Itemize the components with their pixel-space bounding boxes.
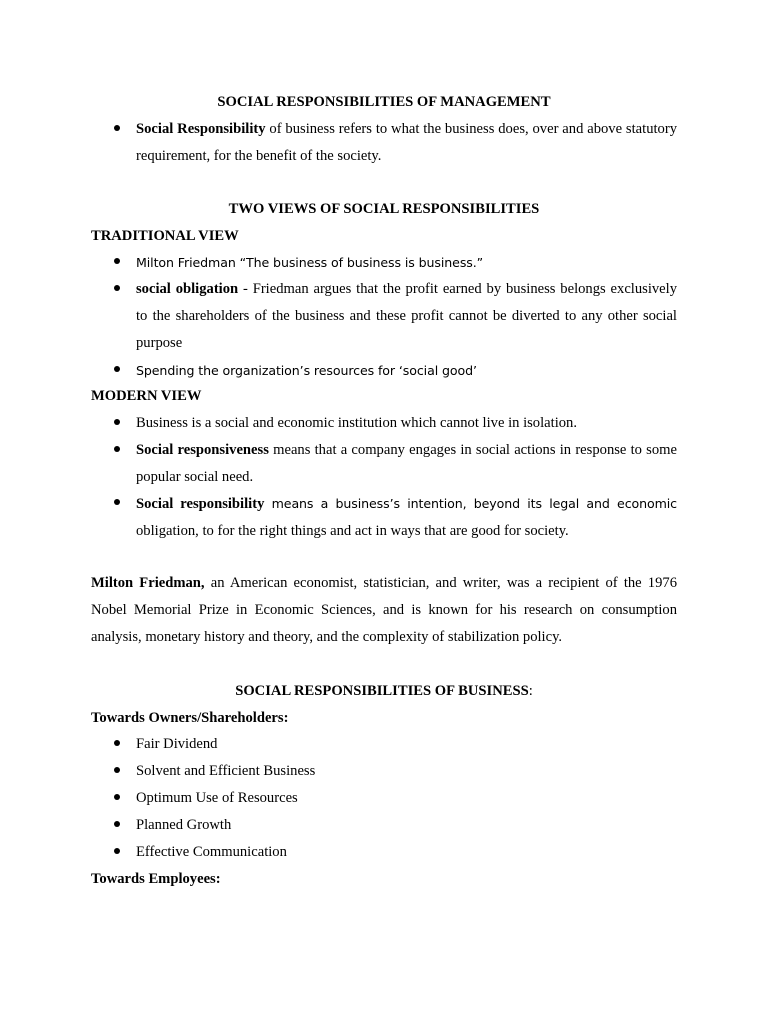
bullet-icon <box>114 848 120 854</box>
bullet-spending-resources <box>136 357 677 385</box>
bullet-owner-item <box>136 812 677 839</box>
social-obligation-text: - Friedman argues that the profit earned by business belongs exclusively to the shareholders of the business and these profit cannot be diverted to any other social purpose <box>136 281 678 351</box>
bullet-owner-item <box>136 785 677 812</box>
business-heading-text: SOCIAL RESPONSIBILITIES OF BUSINESS <box>235 683 529 699</box>
bullet-icon <box>114 446 120 452</box>
social-responsiveness-text: means that a company engages in social actions in response to some popular social need. <box>136 442 677 485</box>
subheading-towards-employees: Towards Employees: <box>91 871 221 887</box>
milton-friedman-bio: an American economist, statistician, and writer, was a recipient of the 1976 Nobel Memorial Prize in Economic Sciences, and is known for his research on consumption analysis, monetary history and theory, and the complexity of stabilization policy. <box>91 575 677 645</box>
social-responsibility-line-1 <box>136 490 677 518</box>
bullet-traditional-friedman-quote <box>136 249 677 277</box>
heading-social-responsibilities-of-management: SOCIAL RESPONSIBILITIES OF MANAGEMENT <box>217 94 551 110</box>
term-social-responsibility-modern: Social responsibility <box>136 496 265 512</box>
owner-item-text: Planned Growth <box>136 817 232 833</box>
term-social-obligation: social obligation <box>136 281 239 297</box>
definition-text: of business refers to what the business does, over and above statutory requirement, for the benefit of the society. <box>136 121 677 164</box>
bullet-icon <box>114 794 120 800</box>
friedman-quote-text: Milton Friedman “The business of business is business.” <box>136 255 484 270</box>
term-social-responsibility: Social Responsibility <box>136 121 266 137</box>
bullet-icon <box>114 285 120 291</box>
owner-item-text: Solvent and Efficient Business <box>136 763 316 779</box>
bullet-icon <box>114 767 120 773</box>
owner-item-text: Fair Dividend <box>136 736 218 752</box>
bullet-icon <box>114 419 120 425</box>
term-social-responsiveness: Social responsiveness <box>136 442 269 458</box>
bullet-icon <box>114 366 120 372</box>
business-heading-colon: : <box>528 683 533 699</box>
subheading-traditional-view: TRADITIONAL VIEW <box>91 228 239 244</box>
social-responsibility-line-2: obligation, to for the right things and act in ways that are good for society. <box>136 523 569 539</box>
paragraph-milton-friedman <box>91 570 677 651</box>
bullet-business-institution <box>136 410 677 437</box>
subheading-modern-view: MODERN VIEW <box>91 388 202 404</box>
owner-item-text: Optimum Use of Resources <box>136 790 298 806</box>
bullet-icon <box>114 740 120 746</box>
bullet-owner-item <box>136 839 677 866</box>
business-institution-text: Business is a social and economic institution which cannot live in isolation. <box>136 415 577 431</box>
owner-item-text: Effective Communication <box>136 844 287 860</box>
bullet-icon <box>114 258 120 264</box>
heading-social-responsibilities-of-business <box>91 681 677 701</box>
bullet-owner-item <box>136 758 677 785</box>
heading-two-views: TWO VIEWS OF SOCIAL RESPONSIBILITIES <box>228 201 540 217</box>
bullet-social-responsibility-modern <box>136 490 677 545</box>
bullet-social-obligation <box>136 276 677 357</box>
bullet-social-responsiveness <box>136 437 677 491</box>
milton-friedman-name: Milton Friedman, <box>91 575 205 591</box>
bullet-icon <box>114 821 120 827</box>
bullet-icon <box>114 499 120 505</box>
bullet-icon <box>114 125 120 131</box>
bullet-social-responsibility-definition <box>136 116 677 170</box>
spending-resources-text: Spending the organization’s resources for ‘social good’ <box>136 363 477 378</box>
bullet-owner-item <box>136 731 677 758</box>
subheading-towards-owners: Towards Owners/Shareholders: <box>91 710 289 726</box>
social-responsibility-text-a: means a business’s intention, beyond its legal and economic <box>264 496 677 511</box>
